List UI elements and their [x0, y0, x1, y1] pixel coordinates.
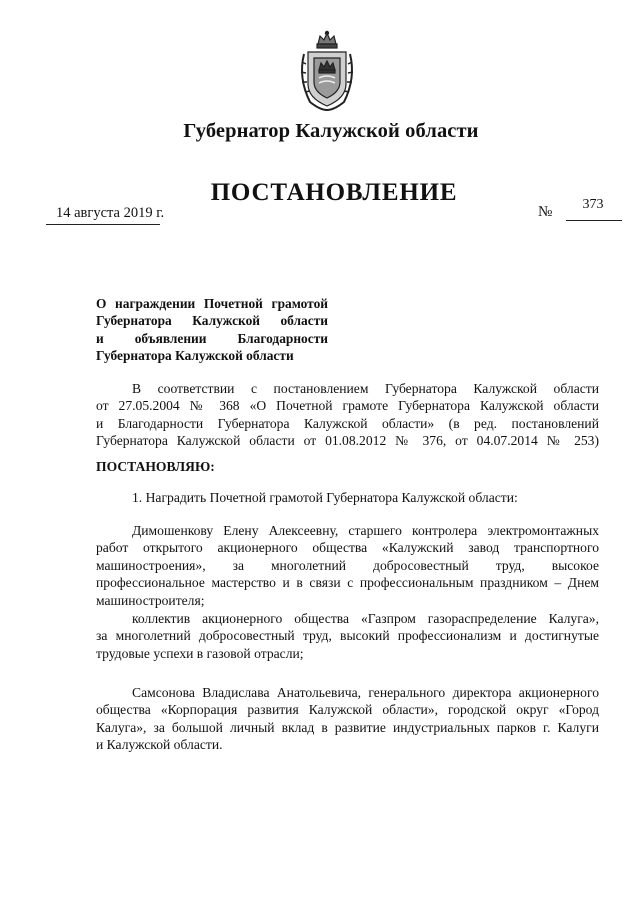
- document-subject: [96, 295, 328, 365]
- number-underline: [566, 220, 622, 221]
- text-line: машиностроителя;: [96, 592, 205, 608]
- text-line: В соответствии с постановлением Губернатора Калужской области: [132, 381, 599, 396]
- decree-word: ПОСТАНОВЛЯЮ:: [96, 459, 215, 474]
- text-line: трудовые успехи в газовой отрасли;: [96, 645, 304, 661]
- document-date: 14 августа 2019 г.: [56, 205, 165, 221]
- subject-line: О награждении Почетной грамотой: [96, 296, 328, 311]
- text-line: машиностроения», за многолетний добросовестный труд, высокое: [96, 557, 599, 573]
- text-line: Губернатора Калужской области от 01.08.2012 № 376, от 04.07.2014 № 253): [96, 433, 599, 449]
- text-line: Димошенкову Елену Алексеевну, старшего контролера электромонтажных: [132, 523, 599, 538]
- kaluga-coat-of-arms-icon: [296, 30, 358, 112]
- text-line: от 27.05.2004 № 368 «О Почетной грамоте Губернатора Калужской области: [96, 398, 599, 414]
- date-underline: [46, 224, 160, 225]
- award-paragraph-3: [96, 684, 599, 754]
- text-line: Калуга», за большой личный вклад в развитие индустриальных парков г. Калуги: [96, 719, 599, 735]
- issuing-authority: Губернатор Калужской области: [183, 120, 479, 142]
- preamble-paragraph: [96, 380, 599, 450]
- award-paragraph-2: [96, 610, 599, 662]
- text-line: работ открытого акционерного общества «Калужский завод транспортного: [96, 540, 599, 556]
- text-line: коллектив акционерного общества «Газпром газораспределение Калуга»,: [132, 611, 599, 626]
- document-type-title: ПОСТАНОВЛЕНИЕ: [210, 179, 458, 206]
- text-line: и Благодарности Губернатора Калужской области» (в ред. постановлений: [96, 415, 599, 431]
- text-line: профессиональное мастерство и в связи с профессиональным праздником – Днем: [96, 575, 599, 591]
- text-line: 1. Наградить Почетной грамотой Губернатора Калужской области:: [132, 490, 518, 505]
- text-line: и Калужской области.: [96, 737, 223, 753]
- award-paragraph-1: [96, 522, 599, 609]
- text-line: за многолетний добросовестный труд, высокий профессионализм и достигнутые: [96, 628, 599, 644]
- text-line: Самсонова Владислава Анатольевича, генерального директора акционерного: [132, 685, 599, 700]
- subject-line: Губернатора Калужской области: [96, 348, 294, 364]
- subject-line: и объявлении Благодарности: [96, 330, 328, 346]
- document-number: 373: [582, 197, 604, 212]
- number-sign: №: [538, 204, 553, 220]
- item-1-paragraph: [96, 489, 599, 506]
- text-line: общества «Корпорация развития Калужской области», городской округ «Город: [96, 702, 599, 718]
- subject-line: Губернатора Калужской области: [96, 313, 328, 329]
